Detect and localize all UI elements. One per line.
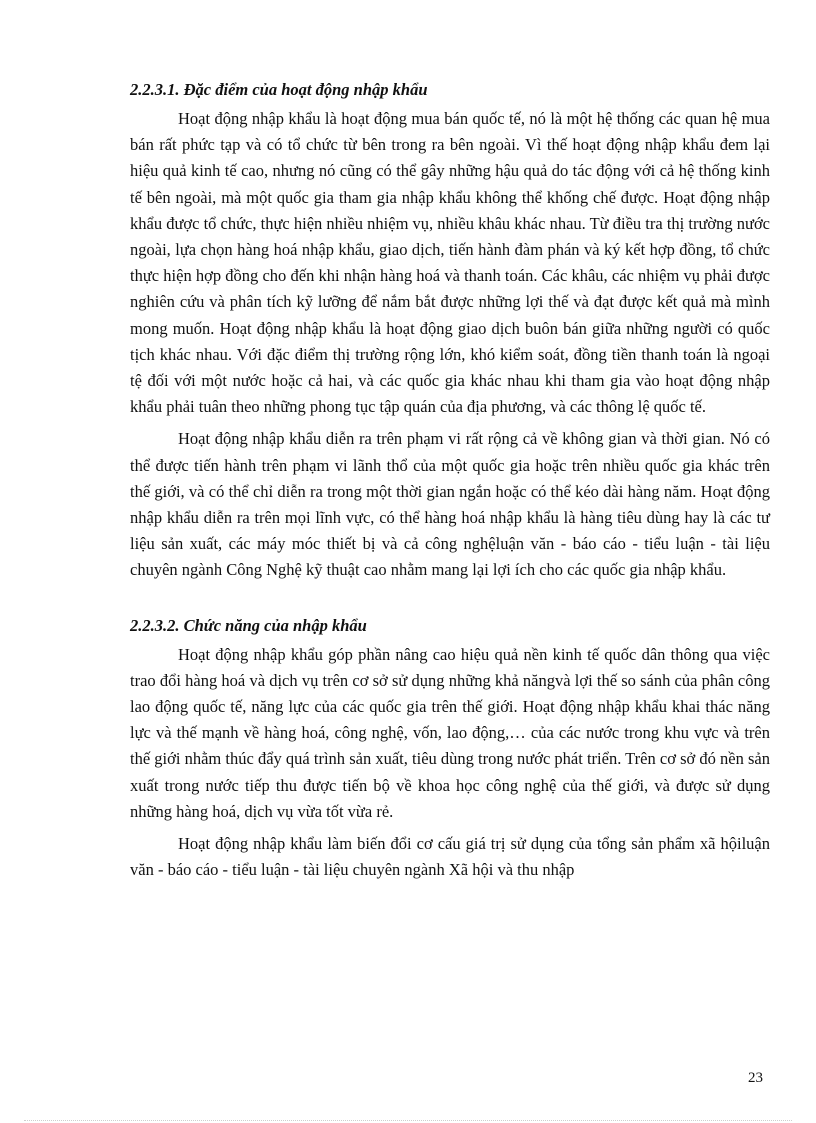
document-page bbox=[130, 80, 770, 883]
section-heading-2: 2.2.3.2. Chức năng của nhập khẩu bbox=[130, 615, 367, 635]
paragraph-1-1: Hoạt động nhập khẩu là hoạt động mua bán quốc tế, nó là một hệ thống các quan hệ mua bán rất phức tạp và có tổ chức từ bên trong ra bên ngoài. Vì thế hoạt động nhập khẩu đem lại hiệu quả kinh tế cao, nhưng nó cũng có thể gây những hậu quả do tác động với cả hệ thống kinh tế bên ngoài, mà một quốc gia tham gia nhập khẩu không thể khống chế được. Hoạt động nhập khẩu được tổ chức, thực hiện nhiều nhiệm vụ, nhiều khâu khác nhau. Từ điều tra thị trường nước ngoài, lựa chọn hàng hoá nhập khẩu, giao dịch, tiến hành đàm phán và ký kết hợp đồng, tổ chức thực hiện hợp đồng cho đến khi nhận hàng hoá và thanh toán. Các khâu, các nhiệm vụ phải được nghiên cứu và phân tích kỹ lưỡng để nắm bắt được những lợi thế và đạt được kết quả mà mình mong muốn. Hoạt động nhập khẩu là hoạt động giao dịch buôn bán giữa những người có quốc tịch khác nhau. Với đặc điểm thị trường rộng lớn, khó kiểm soát, đồng tiền thanh toán là ngoại tệ đối với một nước hoặc cả hai, và các quốc gia khác nhau khi tham gia vào hoạt động nhập khẩu phải tuân theo những phong tục tập quán của địa phương, và các thông lệ quốc tế. bbox=[130, 109, 770, 417]
page-number: 23 bbox=[748, 1070, 763, 1086]
paragraph-2-1: Hoạt động nhập khẩu góp phần nâng cao hiệu quả nền kinh tế quốc dân thông qua việc trao đổi hàng hoá và dịch vụ trên cơ sở sử dụng những khả năngvà lợi thế so sánh của phân công lao động quốc tế, năng lực của các quốc gia trên thế giới. Hoạt động nhập khẩu khai thác năng lực và thế mạnh về hàng hoá, công nghệ, vốn, lao động,… của các nước trong khu vực và trên thế giới nhằm thúc đẩy quá trình sản xuất, tiêu dùng trong nước phát triển. Trên cơ sở đó nền sản xuất trong nước tiếp thu được tiến bộ về khoa học công nghệ của thế giới, và được sử dụng những hàng hoá, dịch vụ vừa tốt vừa rẻ. bbox=[130, 644, 770, 821]
section-1 bbox=[130, 80, 770, 584]
footer-divider bbox=[24, 1120, 792, 1121]
section-heading-1: 2.2.3.1. Đặc điểm của hoạt động nhập khẩu bbox=[130, 80, 428, 99]
paragraph-1-2: Hoạt động nhập khẩu diễn ra trên phạm vi rất rộng cả về không gian và thời gian. Nó có thể được tiến hành trên phạm vi lãnh thổ của một quốc gia hoặc trên nhiều quốc gia khác trên thế giới, và có thể chỉ diễn ra trong một thời gian ngắn hoặc có thể kéo dài hàng năm. Hoạt động nhập khẩu diễn ra trên mọi lĩnh vực, có thể hàng hoá nhập khẩu là hàng tiêu dùng hay là các tư liệu sản xuất, các máy móc thiết bị và cả công nghệluận văn - báo cáo - tiểu luận - tài liệu chuyên ngành Công Nghệ kỹ thuật cao nhằm mang lại lợi ích cho các quốc gia nhập khẩu. bbox=[130, 429, 770, 580]
paragraph-2-2: Hoạt động nhập khẩu làm biến đổi cơ cấu giá trị sử dụng của tổng sản phẩm xã hộiluận văn - báo cáo - tiểu luận - tài liệu chuyên ngành Xã hội và thu nhập bbox=[130, 834, 770, 880]
section-2 bbox=[130, 616, 770, 884]
